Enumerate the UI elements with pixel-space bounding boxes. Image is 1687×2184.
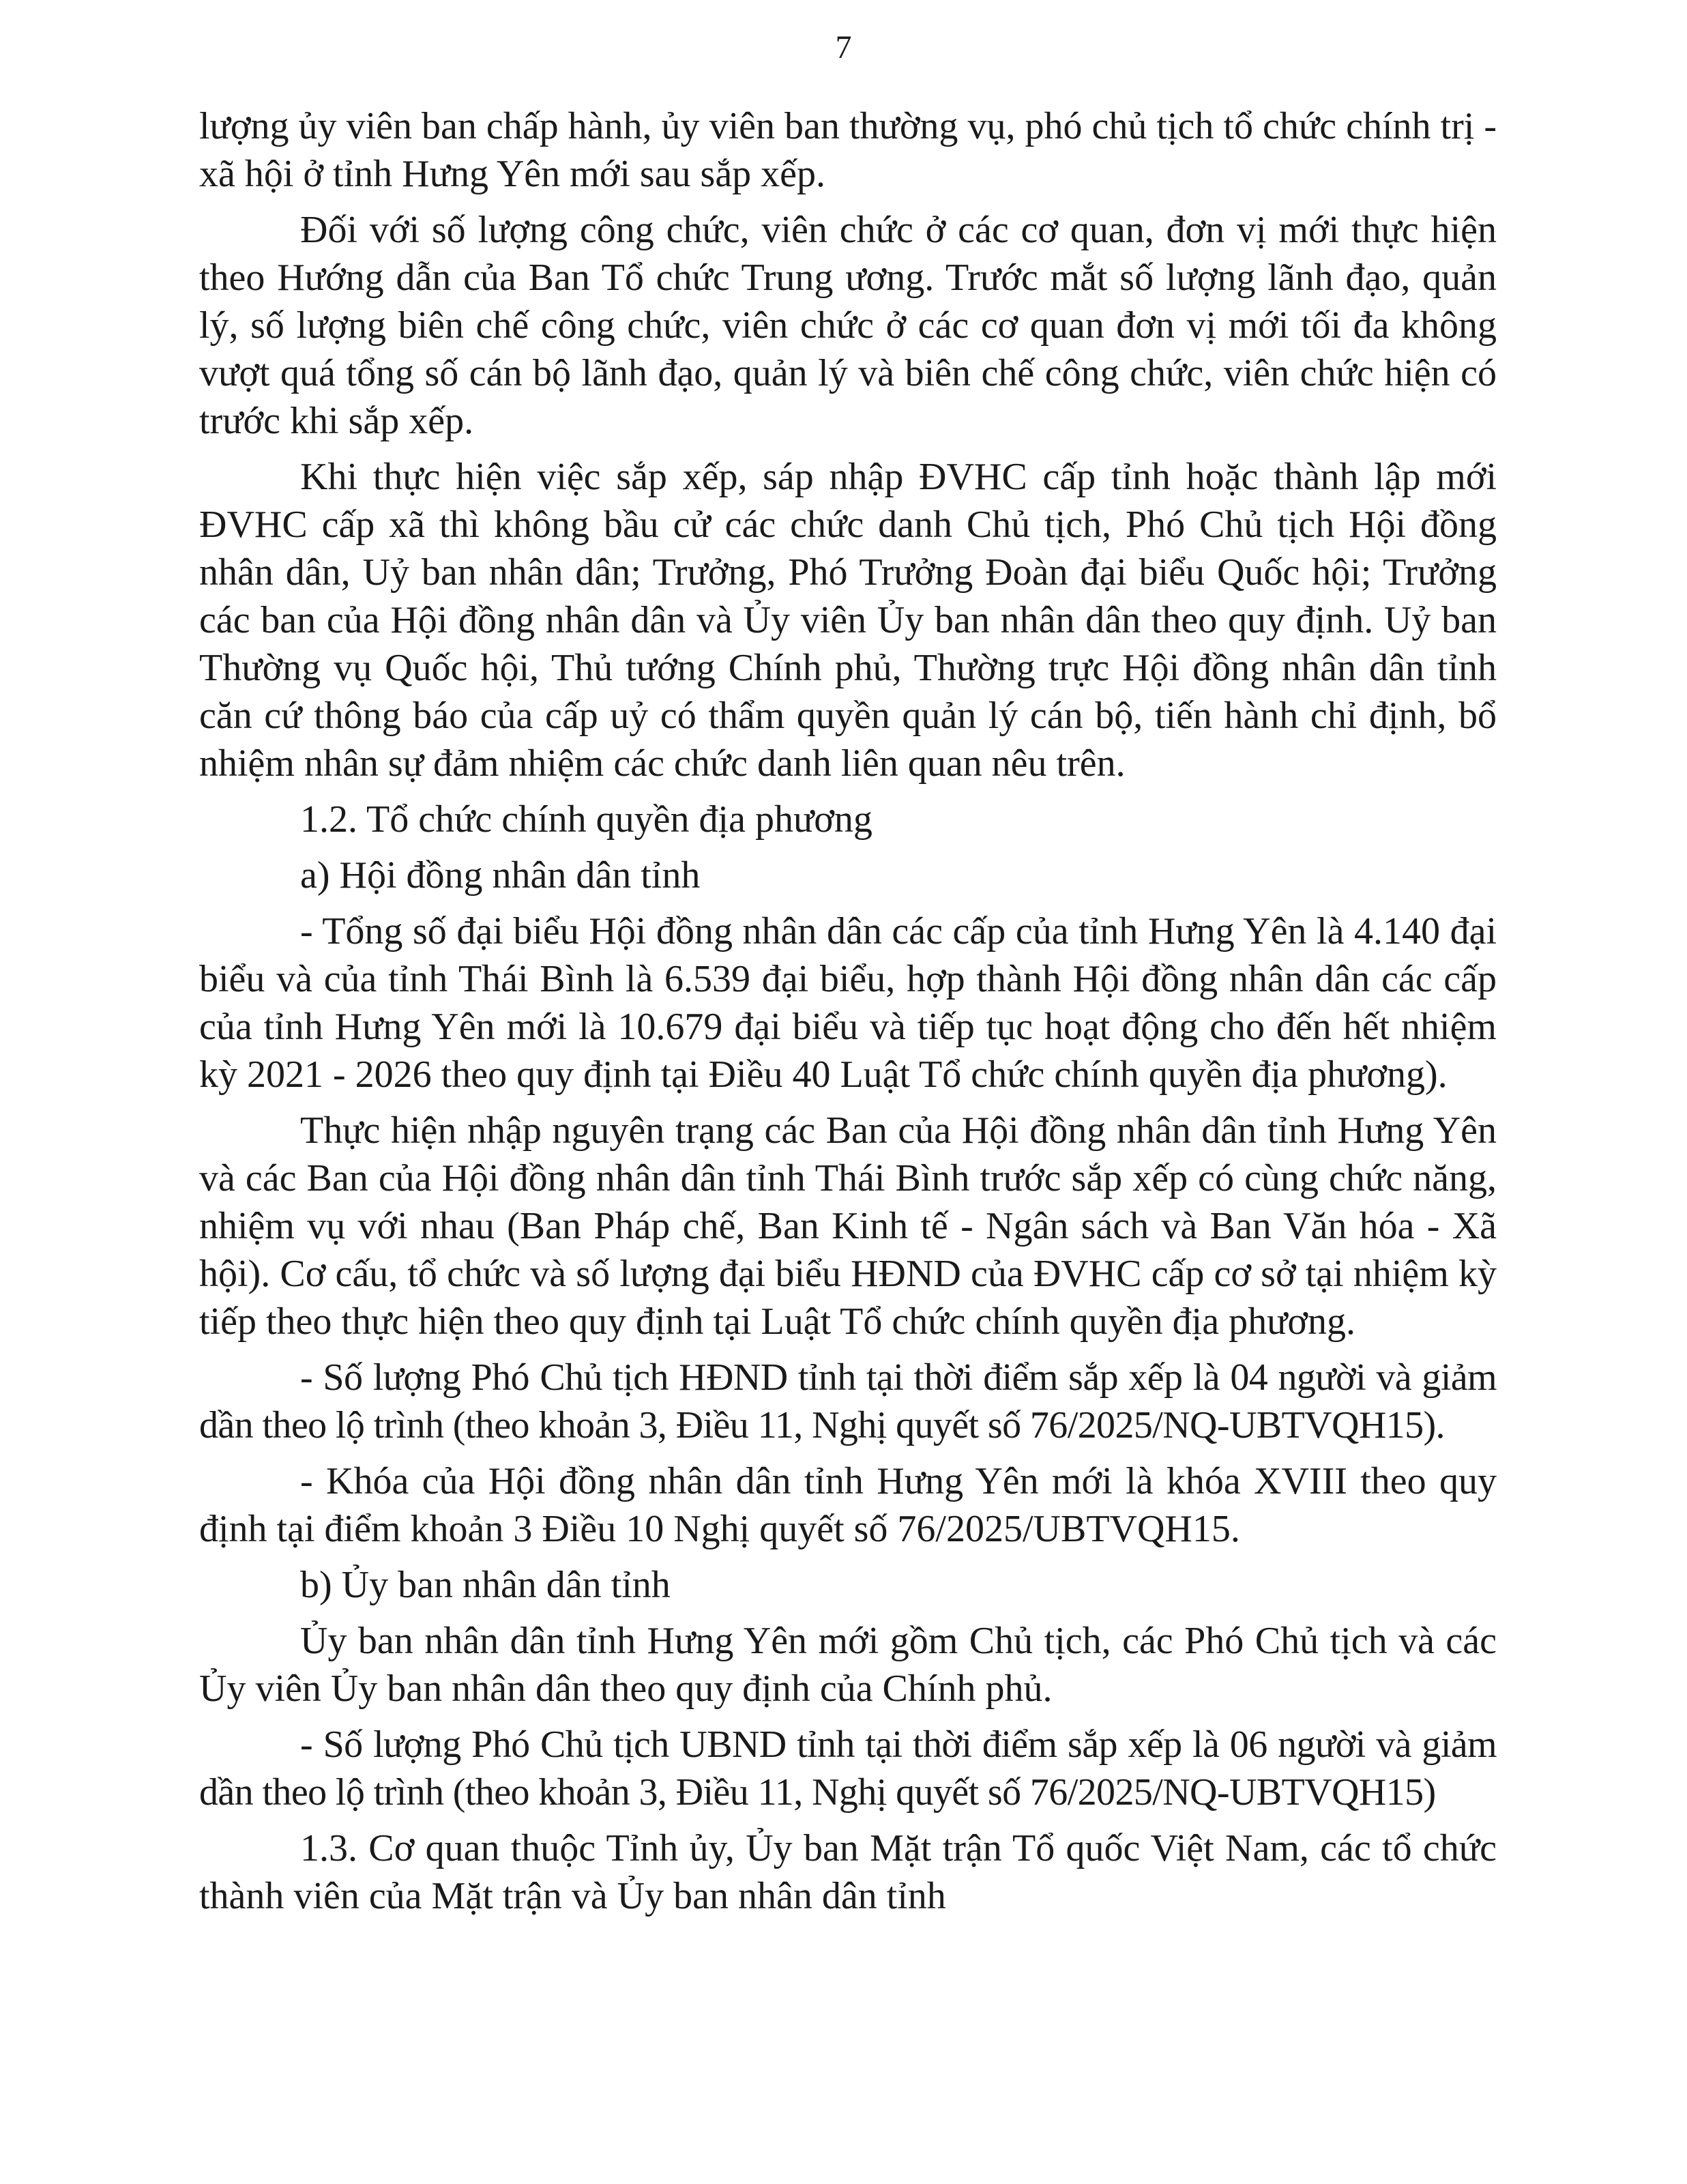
paragraph-no-election: Khi thực hiện việc sắp xếp, sáp nhập ĐVHC cấp tỉnh hoặc thành lập mới ĐVHC cấp xã thì không bầu cử các chức danh Chủ tịch, Phó Chủ tịch Hội đồng nhân dân, Uỷ ban nhân dân; Trưởng, Phó Trưởng Đoàn đại biểu Quốc hội; Trưởng các ban của Hội đồng nhân dân và Ủy viên Ủy ban nhân dân theo quy định. Uỷ ban Thường vụ Quốc hội, Thủ tướng Chính phủ, Thường trực Hội đồng nhân dân tỉnh căn cứ thông báo của cấp uỷ có thẩm quyền quản lý cán bộ, tiến hành chỉ định, bổ nhiệm nhân sự đảm nhiệm các chức danh liên quan nêu trên. xyxy=(199,456,1497,785)
section-heading-1-2: 1.2. Tổ chức chính quyền địa phương xyxy=(300,798,872,841)
document-body xyxy=(199,102,1497,1928)
paragraph-merge-committees: Thực hiện nhập nguyên trạng các Ban của Hội đồng nhân dân tỉnh Hưng Yên và các Ban của Hội đồng nhân dân tỉnh Thái Bình trước sắp xếp có cùng chức năng, nhiệm vụ với nhau (Ban Pháp chế, Ban Kinh tế - Ngân sách và Ban Văn hóa - Xã hội). Cơ cấu, tổ chức và số lượng đại biểu HĐND của ĐVHC cấp cơ sở tại nhiệm kỳ tiếp theo thực hiện theo quy định tại Luật Tổ chức chính quyền địa phương. xyxy=(199,1109,1497,1343)
paragraph-continuation: lượng ủy viên ban chấp hành, ủy viên ban thường vụ, phó chủ tịch tổ chức chính trị - xã hội ở tỉnh Hưng Yên mới sau sắp xếp. xyxy=(199,105,1497,195)
paragraph-civil-servants: Đối với số lượng công chức, viên chức ở các cơ quan, đơn vị mới thực hiện theo Hướng dẫn của Ban Tổ chức Trung ương. Trước mắt số lượng lãnh đạo, quản lý, số lượng biên chế công chức, viên chức ở các cơ quan đơn vị mới tối đa không vượt quá tổng số cán bộ lãnh đạo, quản lý và biên chế công chức, viên chức hiện có trước khi sắp xếp. xyxy=(199,209,1497,442)
subheading-b: b) Ủy ban nhân dân tỉnh xyxy=(300,1564,671,1606)
paragraph-vice-chair-hdnd: - Số lượng Phó Chủ tịch HĐND tỉnh tại thời điểm sắp xếp là 04 người và giảm dần theo lộ trình (theo khoản 3, Điều 11, Nghị quyết số 76/2025/NQ-UBTVQH15). xyxy=(199,1356,1497,1446)
paragraph-term: - Khóa của Hội đồng nhân dân tỉnh Hưng Yên mới là khóa XVIII theo quy định tại điểm khoản 3 Điều 10 Nghị quyết số 76/2025/UBTVQH15. xyxy=(199,1460,1497,1550)
paragraph-delegate-count: - Tổng số đại biểu Hội đồng nhân dân các cấp của tỉnh Hưng Yên là 4.140 đại biểu và của tỉnh Thái Bình là 6.539 đại biểu, hợp thành Hội đồng nhân dân các cấp của tỉnh Hưng Yên mới là 10.679 đại biểu và tiếp tục hoạt động cho đến hết nhiệm kỳ 2021 - 2026 theo quy định tại Điều 40 Luật Tổ chức chính quyền địa phương). xyxy=(199,910,1497,1096)
paragraph-ubnd-composition: Ủy ban nhân dân tỉnh Hưng Yên mới gồm Chủ tịch, các Phó Chủ tịch và các Ủy viên Ủy ban nhân dân theo quy định của Chính phủ. xyxy=(199,1620,1497,1710)
paragraph-vice-chair-ubnd: - Số lượng Phó Chủ tịch UBND tỉnh tại thời điểm sắp xếp là 06 người và giảm dần theo lộ trình (theo khoản 3, Điều 11, Nghị quyết số 76/2025/NQ-UBTVQH15) xyxy=(199,1723,1497,1814)
subheading-a: a) Hội đồng nhân dân tỉnh xyxy=(300,854,701,897)
page-number: 7 xyxy=(835,29,852,65)
section-heading-1-3: 1.3. Cơ quan thuộc Tỉnh ủy, Ủy ban Mặt trận Tổ quốc Việt Nam, các tổ chức thành viên của Mặt trận và Ủy ban nhân dân tỉnh xyxy=(199,1827,1497,1917)
